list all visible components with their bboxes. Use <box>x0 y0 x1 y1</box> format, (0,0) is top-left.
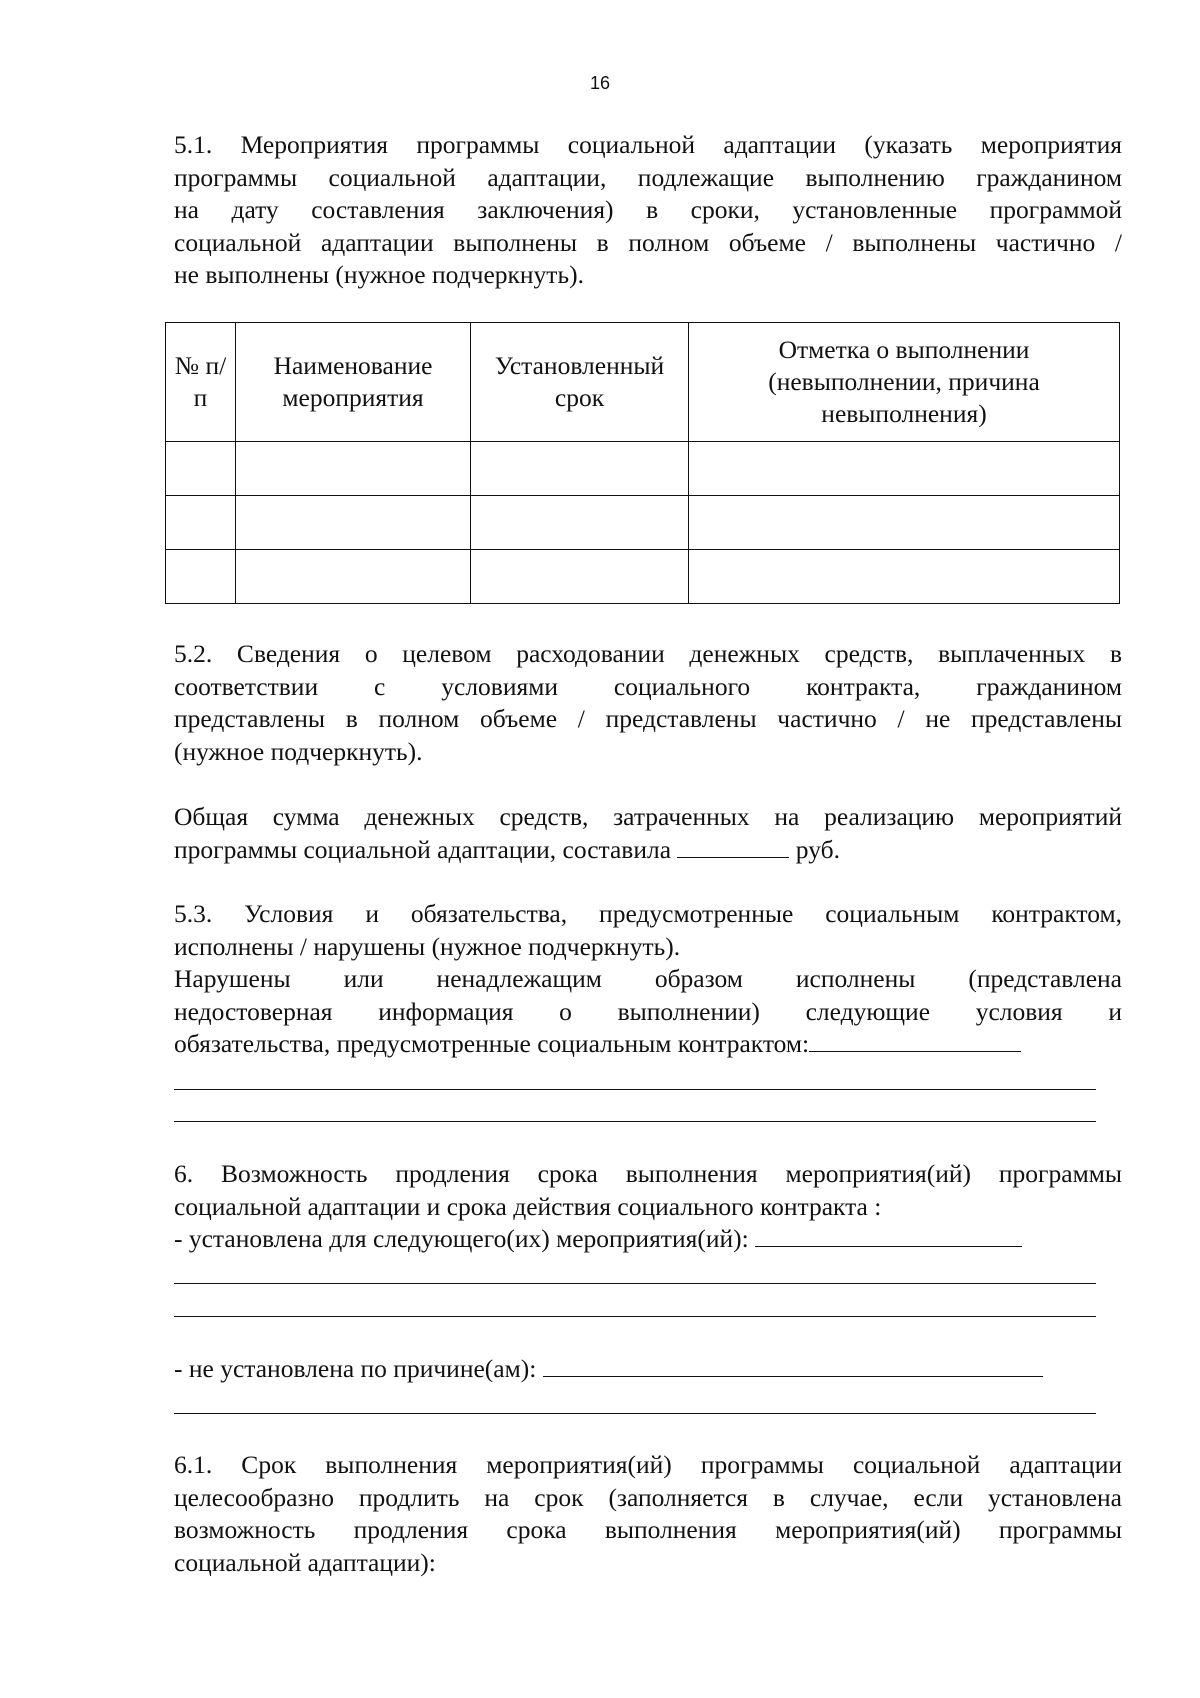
section-5-2-line: (нужное подчеркнуть). <box>174 736 423 766</box>
table-cell[interactable] <box>166 442 236 496</box>
section-5-1-line: 5.1. Мероприятия программы социальной адаптации (указать мероприятия <box>174 130 1122 159</box>
total-sum-line <box>174 834 1122 867</box>
table-cell[interactable] <box>471 550 689 604</box>
total-sum-prefix: программы социальной адаптации, составила <box>174 834 672 864</box>
table-cell[interactable] <box>471 442 689 496</box>
table-cell[interactable] <box>236 550 471 604</box>
section-5-3-line: недостоверная информация о выполнении) следующие условия и <box>174 996 1122 1026</box>
section-6-not-established-line: - не установлена по причине(ам): <box>174 1353 1122 1386</box>
violations-field-line[interactable] <box>174 1094 1122 1127</box>
total-sum-field[interactable] <box>677 834 789 858</box>
established-measures-field-line[interactable] <box>174 1256 1122 1289</box>
section-6 <box>174 1158 1122 1321</box>
section-6-line: 6. Возможность продления срока выполнения мероприятия(ий) программы <box>174 1159 1122 1188</box>
violations-field[interactable] <box>809 1028 1021 1052</box>
header-measure-name: Наименование мероприятия <box>236 323 471 442</box>
section-5-2 <box>174 638 1122 768</box>
page-number: 16 <box>589 73 611 93</box>
total-sum <box>174 801 1122 866</box>
reasons-field-line[interactable] <box>174 1386 1122 1419</box>
section-6-1 <box>174 1449 1122 1579</box>
reasons-field[interactable] <box>543 1353 1043 1377</box>
established-measures-field[interactable] <box>755 1223 1022 1247</box>
table-cell[interactable] <box>689 550 1120 604</box>
section-5-2-line: 5.2. Сведения о целевом расходовании денежных средств, выплаченных в <box>174 639 1122 668</box>
total-sum-line: Общая сумма денежных средств, затраченных на реализацию мероприятий <box>174 802 1122 831</box>
section-5-3-line: обязательства, предусмотренные социальным контрактом: <box>174 1028 1122 1061</box>
section-5-1 <box>174 129 1122 292</box>
table-cell[interactable] <box>471 496 689 550</box>
table-cell[interactable] <box>689 496 1120 550</box>
section-5-1-line: не выполнены (нужное подчеркнуть). <box>174 260 584 290</box>
section-6-1-line: социальной адаптации): <box>174 1547 436 1577</box>
section-6-established: - установлена для следующего(их) мероприятия(ий): <box>174 1223 1122 1256</box>
header-deadline: Установленный срок <box>471 323 689 442</box>
section-6-not-established <box>174 1353 1122 1418</box>
table-cell[interactable] <box>236 442 471 496</box>
section-5-2-line: представлены в полном объеме / представлены частично / не представлены <box>174 704 1122 734</box>
violations-field-line[interactable] <box>174 1061 1122 1094</box>
table-cell[interactable] <box>689 442 1120 496</box>
table-cell[interactable] <box>166 550 236 604</box>
total-sum-suffix: руб. <box>795 834 840 864</box>
table-cell[interactable] <box>236 496 471 550</box>
measures-table <box>165 322 1120 604</box>
table-header-row <box>166 323 1120 442</box>
section-5-2-line: соответствии с условиями социального контракта, гражданином <box>174 671 1122 701</box>
section-5-1-line: социальной адаптации выполнены в полном объеме / выполнены частично / <box>174 227 1122 257</box>
section-5-3-line: исполнены / нарушены (нужное подчеркнуть). <box>174 931 681 961</box>
table-row <box>166 550 1120 604</box>
section-5-3-line: Нарушены или ненадлежащим образом исполнены (представлена <box>174 964 1122 994</box>
table-cell[interactable] <box>166 496 236 550</box>
header-completion-mark: Отметка о выполнении (невыполнении, причина невыполнения) <box>689 323 1120 442</box>
table-row <box>166 496 1120 550</box>
section-5-1-line: программы социальной адаптации, подлежащие выполнению гражданином <box>174 162 1122 192</box>
section-6-1-line: возможность продления срока выполнения мероприятия(ий) программы <box>174 1515 1122 1545</box>
section-6-1-line: целесообразно продлить на срок (заполняется в случае, если установлена <box>174 1482 1122 1512</box>
header-number: № п/п <box>166 323 236 442</box>
section-6-line: социальной адаптации и срока действия социального контракта : <box>174 1191 882 1221</box>
section-5-3-line: 5.3. Условия и обязательства, предусмотренные социальным контрактом, <box>174 899 1122 928</box>
section-6-1-line: 6.1. Срок выполнения мероприятия(ий) программы социальной адаптации <box>174 1450 1122 1479</box>
section-5-3 <box>174 898 1122 1126</box>
established-measures-field-line[interactable] <box>174 1288 1122 1321</box>
table-row <box>166 442 1120 496</box>
section-5-1-line: на дату составления заключения) в сроки, установленные программой <box>174 195 1122 225</box>
